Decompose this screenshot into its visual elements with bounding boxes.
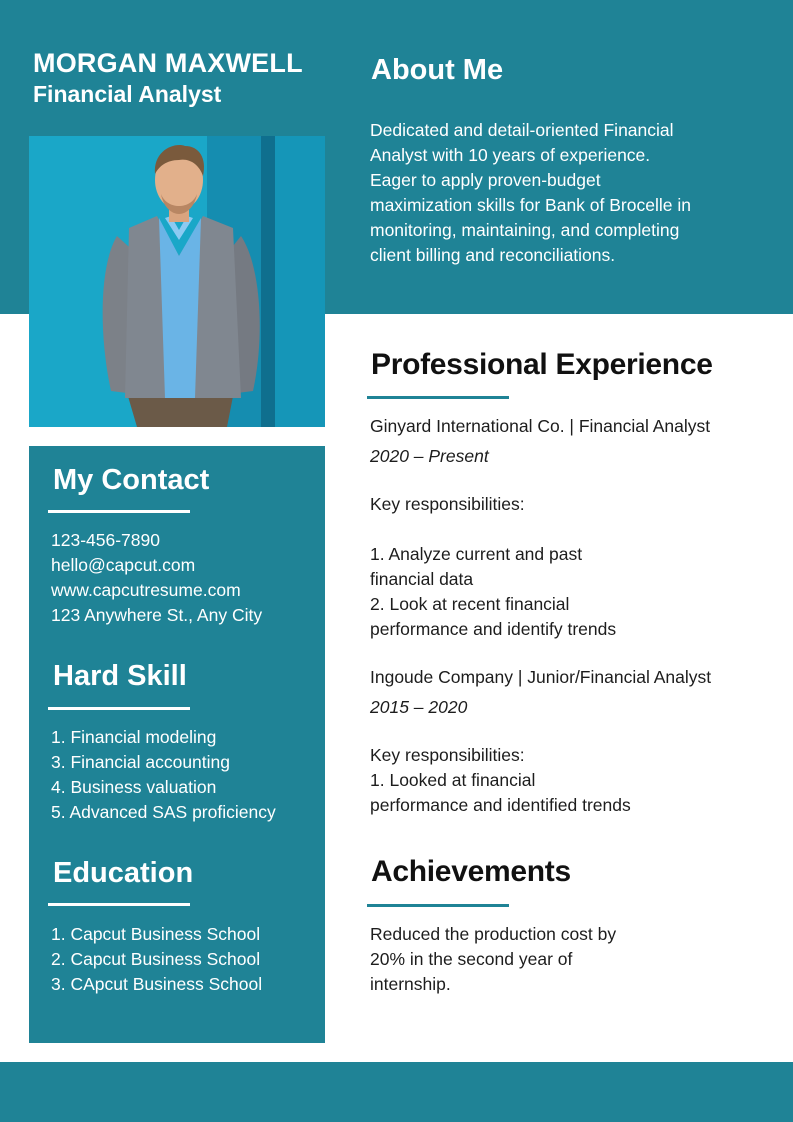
job-responsibility-line: performance and identified trends (370, 795, 631, 815)
job-responsibility-line: performance and identify trends (370, 619, 617, 639)
job-dates: 2020 – Present (370, 446, 489, 466)
skills-divider (48, 707, 190, 710)
sidebar-panel (29, 446, 325, 1043)
about-text: Dedicated and detail-oriented Financial Analyst with 10 years of experience. Eager to apply proven-budget maximization skills for Bank of Brocelle in monitoring, maintaining, and completing client billing and reconciliations. (370, 120, 691, 265)
profile-photo-illustration (29, 136, 325, 427)
list-item: 2. Capcut Business School (51, 949, 261, 969)
candidate-name: MORGAN MAXWELL (33, 48, 303, 78)
job-responsibility-line: 2. Look at recent financial (370, 594, 570, 614)
skills-heading: Hard Skill (53, 660, 187, 692)
contact-address: 123 Anywhere St., Any City (51, 605, 263, 625)
education-divider (48, 903, 190, 906)
list-item: 1. Financial modeling (51, 727, 217, 747)
about-heading: About Me (371, 54, 504, 86)
education-list (51, 922, 262, 997)
contact-website: www.capcutresume.com (51, 580, 241, 600)
achievements-divider (367, 904, 509, 907)
candidate-role: Financial Analyst (33, 81, 222, 107)
experience-heading: Professional Experience (371, 348, 713, 381)
list-item: 1. Capcut Business School (51, 924, 261, 944)
profile-photo (29, 136, 325, 427)
footer-band (0, 1062, 793, 1122)
contact-heading: My Contact (53, 464, 210, 496)
achievements-heading: Achievements (371, 855, 571, 888)
job-responsibility-line: 1. Looked at financial (370, 770, 536, 790)
list-item: 5. Advanced SAS proficiency (51, 802, 276, 822)
education-heading: Education (53, 857, 194, 889)
job-title: Ginyard International Co. | Financial Analyst (370, 416, 711, 436)
job-responsibilities-label: Key responsibilities: (370, 745, 525, 765)
job-responsibility-line: 1. Analyze current and past (370, 544, 583, 564)
list-item: 3. Financial accounting (51, 752, 230, 772)
achievement-line: internship. (370, 974, 451, 994)
contact-phone: 123-456-7890 (51, 530, 160, 550)
contact-divider (48, 510, 190, 513)
achievement-line: Reduced the production cost by (370, 924, 617, 944)
job-responsibilities-label: Key responsibilities: (370, 494, 525, 514)
job-dates: 2015 – 2020 (370, 697, 468, 717)
list-item: 4. Business valuation (51, 777, 217, 797)
contact-list (51, 528, 262, 628)
job-title: Ingoude Company | Junior/Financial Analyst (370, 667, 712, 687)
job-responsibility-line: financial data (370, 569, 474, 589)
contact-email: hello@capcut.com (51, 555, 196, 575)
skills-list (51, 725, 276, 825)
list-item: 3. CApcut Business School (51, 974, 263, 994)
experience-divider (367, 396, 509, 399)
achievement-line: 20% in the second year of (370, 949, 573, 969)
